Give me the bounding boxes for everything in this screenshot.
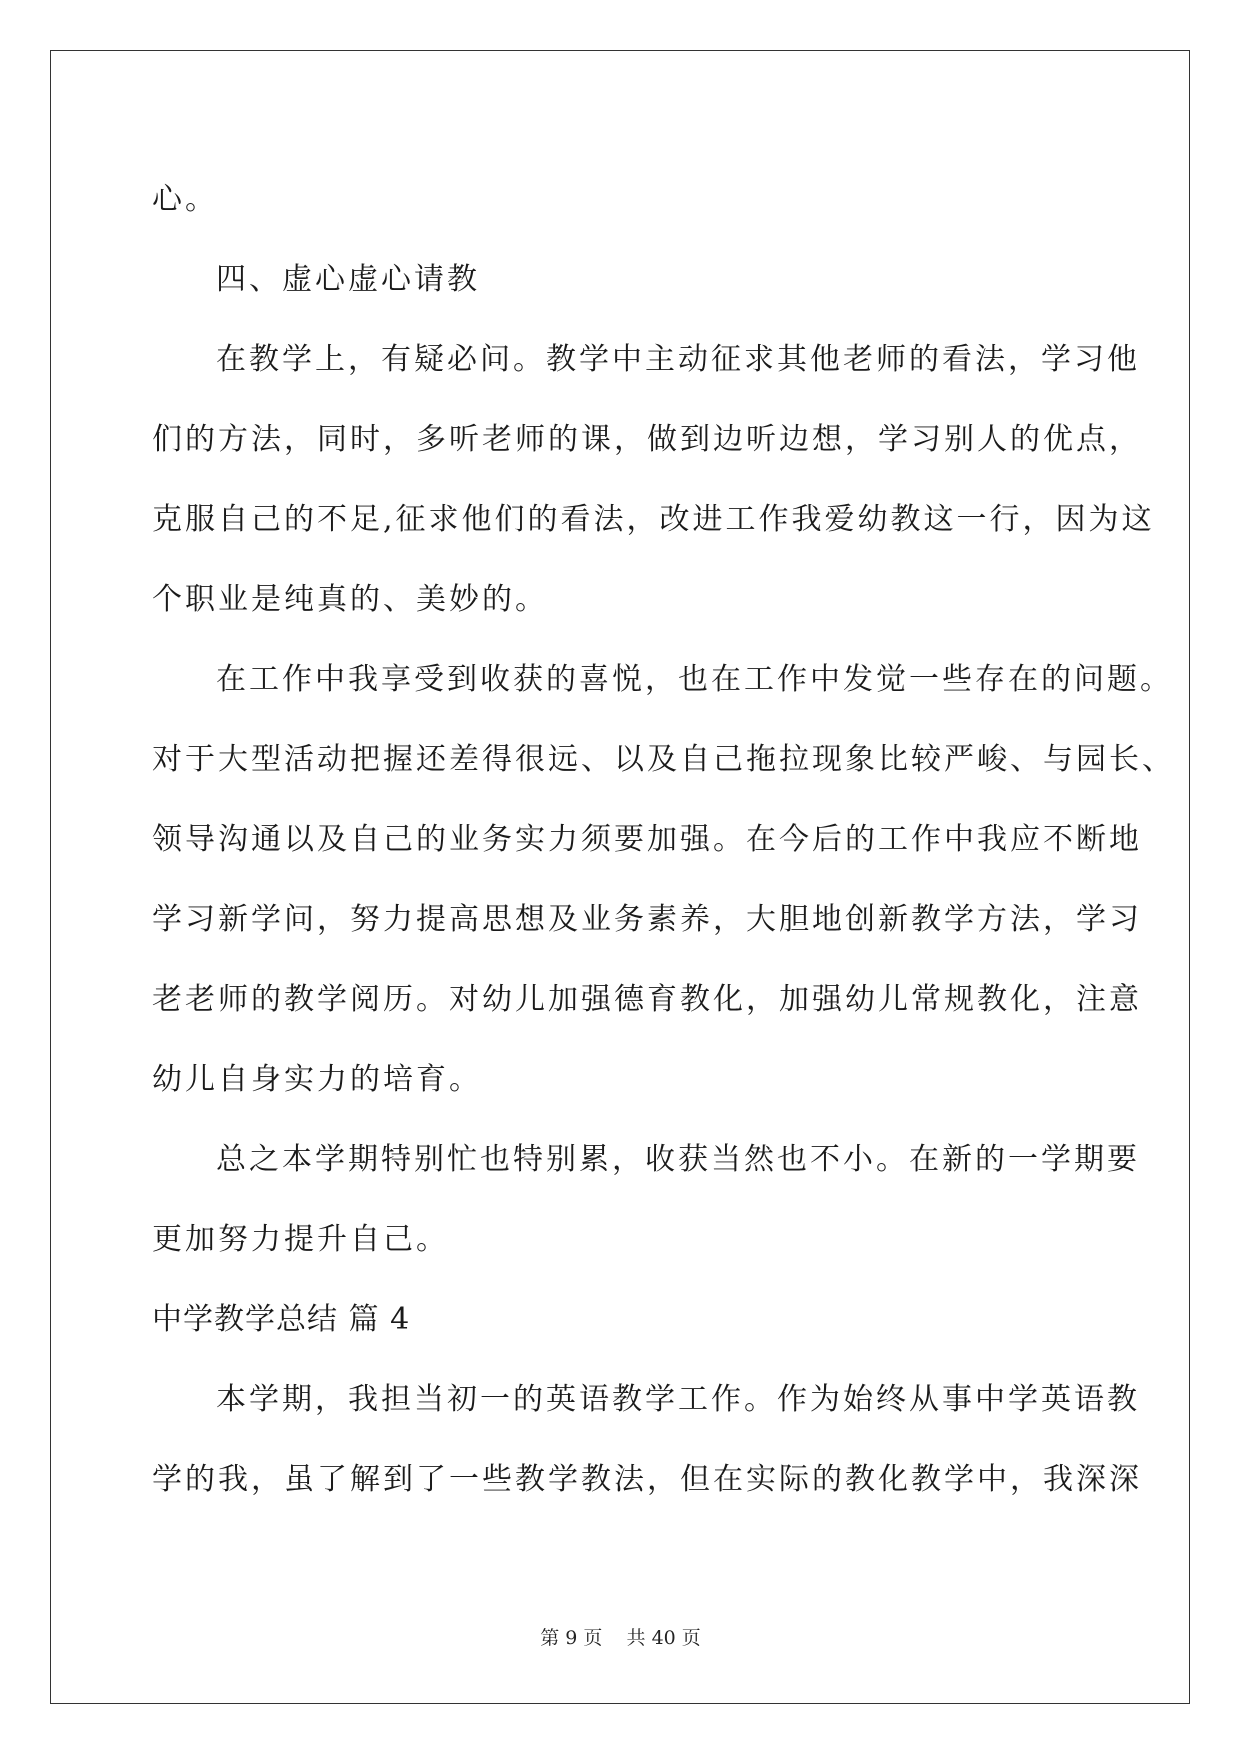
paragraph-line: 对于大型活动把握还差得很远、以及自己拖拉现象比较严峻、与园长、 <box>152 742 1175 777</box>
paragraph-line: 们的方法，同时，多听老师的课，做到边听边想，学习别人的优点， <box>152 422 1142 457</box>
paragraph-line: 学的我，虽了解到了一些教学教法，但在实际的教化教学中，我深深 <box>152 1462 1142 1497</box>
page-number-footer: 第 9 页 共 40 页 <box>540 1627 701 1649</box>
paragraph-line: 本学期，我担当初一的英语教学工作。作为始终从事中学英语教 <box>216 1382 1140 1417</box>
paragraph-line: 心。 <box>152 182 218 217</box>
document-body <box>152 160 1175 1520</box>
paragraph-line: 克服自己的不足,征求他们的看法，改进工作我爱幼教这一行，因为这 <box>152 502 1155 537</box>
paragraph-line: 学习新学问，努力提高思想及业务素养，大胆地创新教学方法，学习 <box>152 902 1142 937</box>
paragraph-line: 在工作中我享受到收获的喜悦，也在工作中发觉一些存在的问题。 <box>216 662 1173 697</box>
paragraph-line: 个职业是纯真的、美妙的。 <box>152 582 548 617</box>
paragraph-line: 在教学上，有疑必问。教学中主动征求其他老师的看法，学习他 <box>216 342 1140 377</box>
article-title: 中学教学总结 篇 4 <box>152 1302 411 1337</box>
section-heading: 四、虚心虚心请教 <box>216 262 480 297</box>
paragraph-line: 总之本学期特别忙也特别累，收获当然也不小。在新的一学期要 <box>216 1142 1140 1177</box>
paragraph-line: 幼儿自身实力的培育。 <box>152 1062 482 1097</box>
paragraph-line: 领导沟通以及自己的业务实力须要加强。在今后的工作中我应不断地 <box>152 822 1142 857</box>
paragraph-line: 老老师的教学阅历。对幼儿加强德育教化，加强幼儿常规教化，注意 <box>152 982 1142 1017</box>
paragraph-line: 更加努力提升自己。 <box>152 1222 449 1257</box>
